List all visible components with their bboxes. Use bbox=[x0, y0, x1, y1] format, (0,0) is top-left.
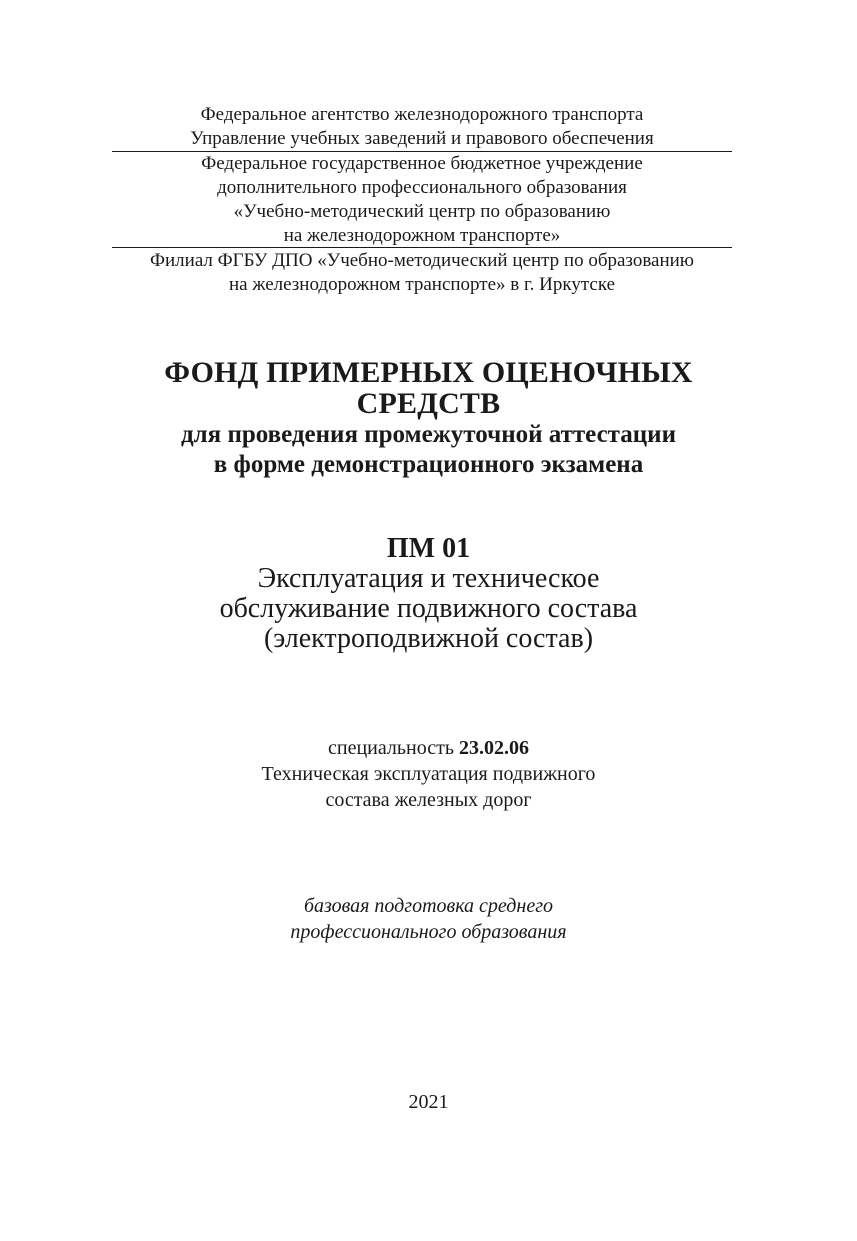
specialty-prefix: специальность bbox=[328, 737, 459, 759]
branch-header bbox=[112, 249, 732, 297]
subtitle-line: для проведения промежуточной аттестации bbox=[181, 421, 676, 448]
education-level bbox=[60, 893, 797, 945]
education-level-line: базовая подготовка среднего bbox=[303, 895, 554, 917]
title-line: СРЕДСТВ bbox=[356, 387, 501, 420]
module-name bbox=[60, 564, 797, 654]
document-subtitle bbox=[60, 420, 797, 480]
header-divider bbox=[112, 247, 732, 248]
specialty-code: 23.02.06 bbox=[458, 737, 529, 759]
agency-header bbox=[112, 103, 732, 151]
subtitle-line: в форме демонстрационного экзамена bbox=[213, 451, 644, 478]
institution-line: Федеральное государственное бюджетное учреждение bbox=[201, 153, 643, 174]
module-name-line: обслуживание подвижного состава bbox=[219, 593, 638, 624]
module-name-line: Эксплуатация и техническое bbox=[257, 563, 600, 594]
agency-line: Федеральное агентство железнодорожного транспорта bbox=[200, 104, 644, 125]
branch-line: Филиал ФГБУ ДПО «Учебно-методический центр по образованию bbox=[149, 250, 694, 271]
specialty-line bbox=[60, 735, 797, 761]
publication-year: 2021 bbox=[408, 1091, 449, 1113]
specialty-block bbox=[60, 735, 797, 813]
agency-line: Управление учебных заведений и правового обеспечения bbox=[190, 128, 654, 149]
title-line: ФОНД ПРИМЕРНЫХ ОЦЕНОЧНЫХ bbox=[164, 356, 693, 389]
specialty-name-line: состава железных дорог bbox=[325, 789, 532, 811]
document-title bbox=[60, 357, 797, 419]
institution-line: дополнительного профессионального образования bbox=[217, 177, 627, 198]
module-name-line: (электроподвижной состав) bbox=[263, 623, 594, 654]
module-code: ПМ 01 bbox=[386, 533, 471, 564]
institution-header bbox=[112, 152, 732, 248]
institution-line: на железнодорожном транспорте» bbox=[283, 225, 561, 246]
education-level-line: профессионального образования bbox=[290, 921, 567, 943]
institution-line: «Учебно-методический центр по образованию bbox=[233, 201, 611, 222]
specialty-name-line: Техническая эксплуатация подвижного bbox=[261, 763, 596, 785]
branch-line: на железнодорожном транспорте» в г. Иркутске bbox=[228, 274, 616, 295]
